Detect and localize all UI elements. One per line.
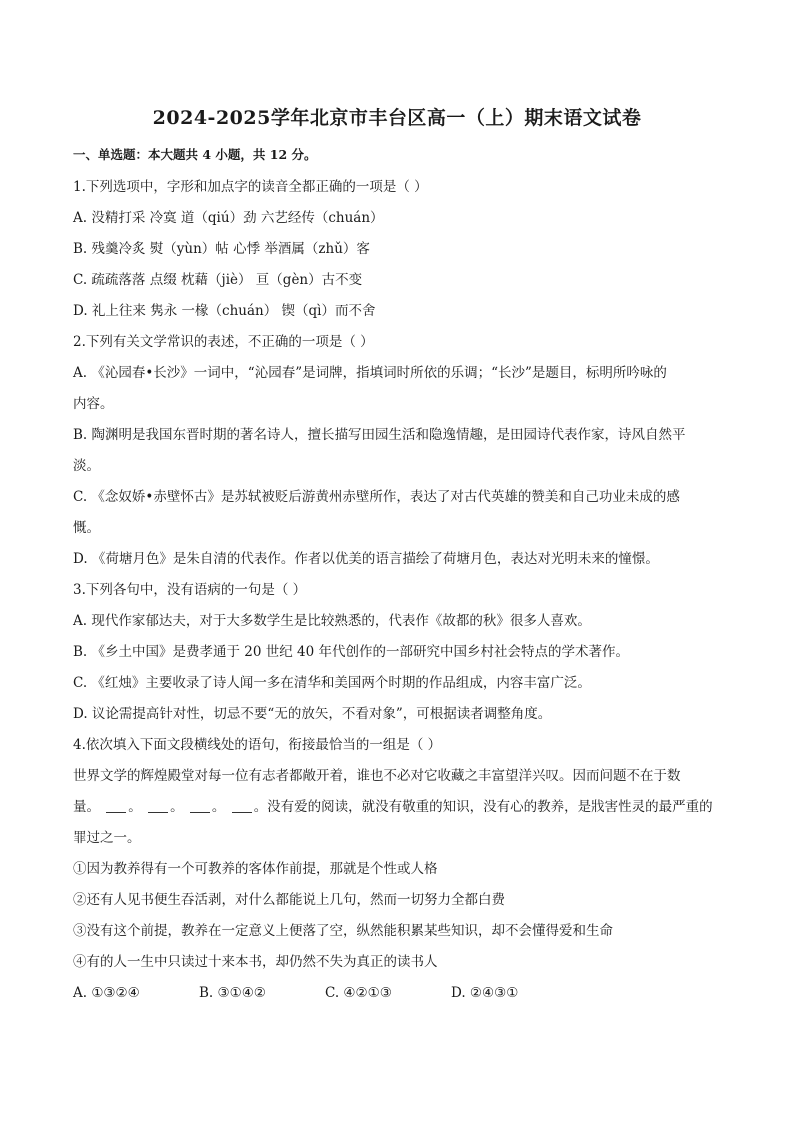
q3-option-b: B. 《乡土中国》是费孝通于 20 世纪 40 年代创作的一部研究中国乡村社会特点的学术著作。 bbox=[73, 644, 630, 660]
q4-sentence-4: ④有的人一生中只读过十来本书，却仍然不失为真正的读书人 bbox=[73, 954, 438, 970]
q4-passage-line-3: 罪过之一。 bbox=[73, 830, 141, 846]
q4-sentence-1: ①因为教养得有一个可教养的客体作前提，那就是个性或人格 bbox=[73, 861, 438, 877]
q4-passage-line-1: 世界文学的辉煌殿堂对每一位有志者都敞开着，谁也不必对它收藏之丰富望洋兴叹。因而问题不在于数 bbox=[73, 768, 681, 784]
q3-stem: 3.下列各句中，没有语病的一句是（ ） bbox=[73, 582, 307, 598]
page-title: 2024-2025学年北京市丰台区高一（上）期末语文试卷 bbox=[152, 107, 642, 129]
q4-passage-text: 量。 bbox=[73, 799, 100, 815]
q4-sentence-2: ②还有人见书便生吞活剥，对什么都能说上几句，然而一切努力全都白费 bbox=[73, 892, 505, 908]
q1-option-d: D. 礼上往来 隽永 一椽（chuán） 锲（qì）而不舍 bbox=[73, 303, 376, 319]
question-list bbox=[73, 172, 723, 1009]
blank-2 bbox=[148, 798, 168, 813]
blank-4 bbox=[232, 798, 252, 813]
blank-3 bbox=[190, 798, 210, 813]
section-heading: 一、单选题：本大题共 4 小题，共 12 分。 bbox=[73, 147, 317, 162]
q4-passage-text: 。没有爱的阅读，就没有敬重的知识，没有心的教养，是戕害性灵的最严重的 bbox=[253, 799, 713, 815]
q2-option-c-cont: 慨。 bbox=[73, 520, 100, 536]
q2-option-a: A. 《沁园春•长沙》一词中，“沁园春”是词牌，指填词时所依的乐调；“长沙”是题目，标明所吟咏的 bbox=[73, 365, 667, 381]
q1-option-c: C. 疏疏落落 点缀 枕藉（jiè） 亘（gèn）古不变 bbox=[73, 272, 363, 288]
q4-choice-a: A. ①③②④ bbox=[73, 985, 140, 1001]
q4-choices bbox=[73, 978, 723, 1009]
q2-option-b: B. 陶渊明是我国东晋时期的著名诗人，擅长描写田园生活和隐逸情趣，是田园诗代表作家，诗风自然平 bbox=[73, 427, 686, 443]
blank-1 bbox=[106, 798, 126, 813]
q1-stem: 1.下列选项中，字形和加点字的读音全都正确的一项是（ ） bbox=[73, 179, 428, 195]
q2-option-a-cont: 内容。 bbox=[73, 396, 114, 412]
q4-passage-text: 。 bbox=[211, 799, 226, 815]
q4-passage-line-2 bbox=[73, 792, 723, 823]
q4-choice-b: B. ③①④② bbox=[199, 985, 266, 1001]
q1-option-a: A. 没精打采 冷寞 道（qiú）劲 六艺经传（chuán） bbox=[73, 210, 384, 226]
q3-option-d: D. 议论需提高针对性，切忌不要“无的放矢，不看对象”，可根据读者调整角度。 bbox=[73, 706, 552, 722]
q1-option-b: B. 残羹冷炙 熨（yùn）帖 心悸 举酒属（zhǔ）客 bbox=[73, 241, 370, 257]
q4-choice-d: D. ②④③① bbox=[451, 985, 519, 1001]
q3-option-c: C. 《红烛》主要收录了诗人闻一多在清华和美国两个时期的作品组成，内容丰富广泛。 bbox=[73, 675, 591, 691]
q4-passage-text: 。 bbox=[128, 799, 142, 815]
q2-option-b-cont: 淡。 bbox=[73, 458, 100, 474]
q2-option-d: D. 《荷塘月色》是朱自清的代表作。作者以优美的语言描绘了荷塘月色，表达对光明未来的憧憬。 bbox=[73, 551, 659, 567]
q4-passage-text: 。 bbox=[170, 799, 184, 815]
q2-stem: 2.下列有关文学常识的表述，不正确的一项是（ ） bbox=[73, 334, 374, 350]
q4-choice-c: C. ④②①③ bbox=[325, 985, 392, 1001]
q4-sentence-3: ③没有这个前提，教养在一定意义上便落了空，纵然能积累某些知识，却不会懂得爱和生命 bbox=[73, 923, 613, 939]
q2-option-c: C. 《念奴娇•赤壁怀古》是苏轼被贬后游黄州赤壁所作，表达了对古代英雄的赞美和自己功业未成的感 bbox=[73, 489, 680, 505]
q3-option-a: A. 现代作家郁达夫，对于大多数学生是比较熟悉的，代表作《故都的秋》很多人喜欢。 bbox=[73, 613, 591, 629]
q4-stem: 4.依次填入下面文段横线处的语句，衔接最恰当的一组是（ ） bbox=[73, 737, 442, 753]
